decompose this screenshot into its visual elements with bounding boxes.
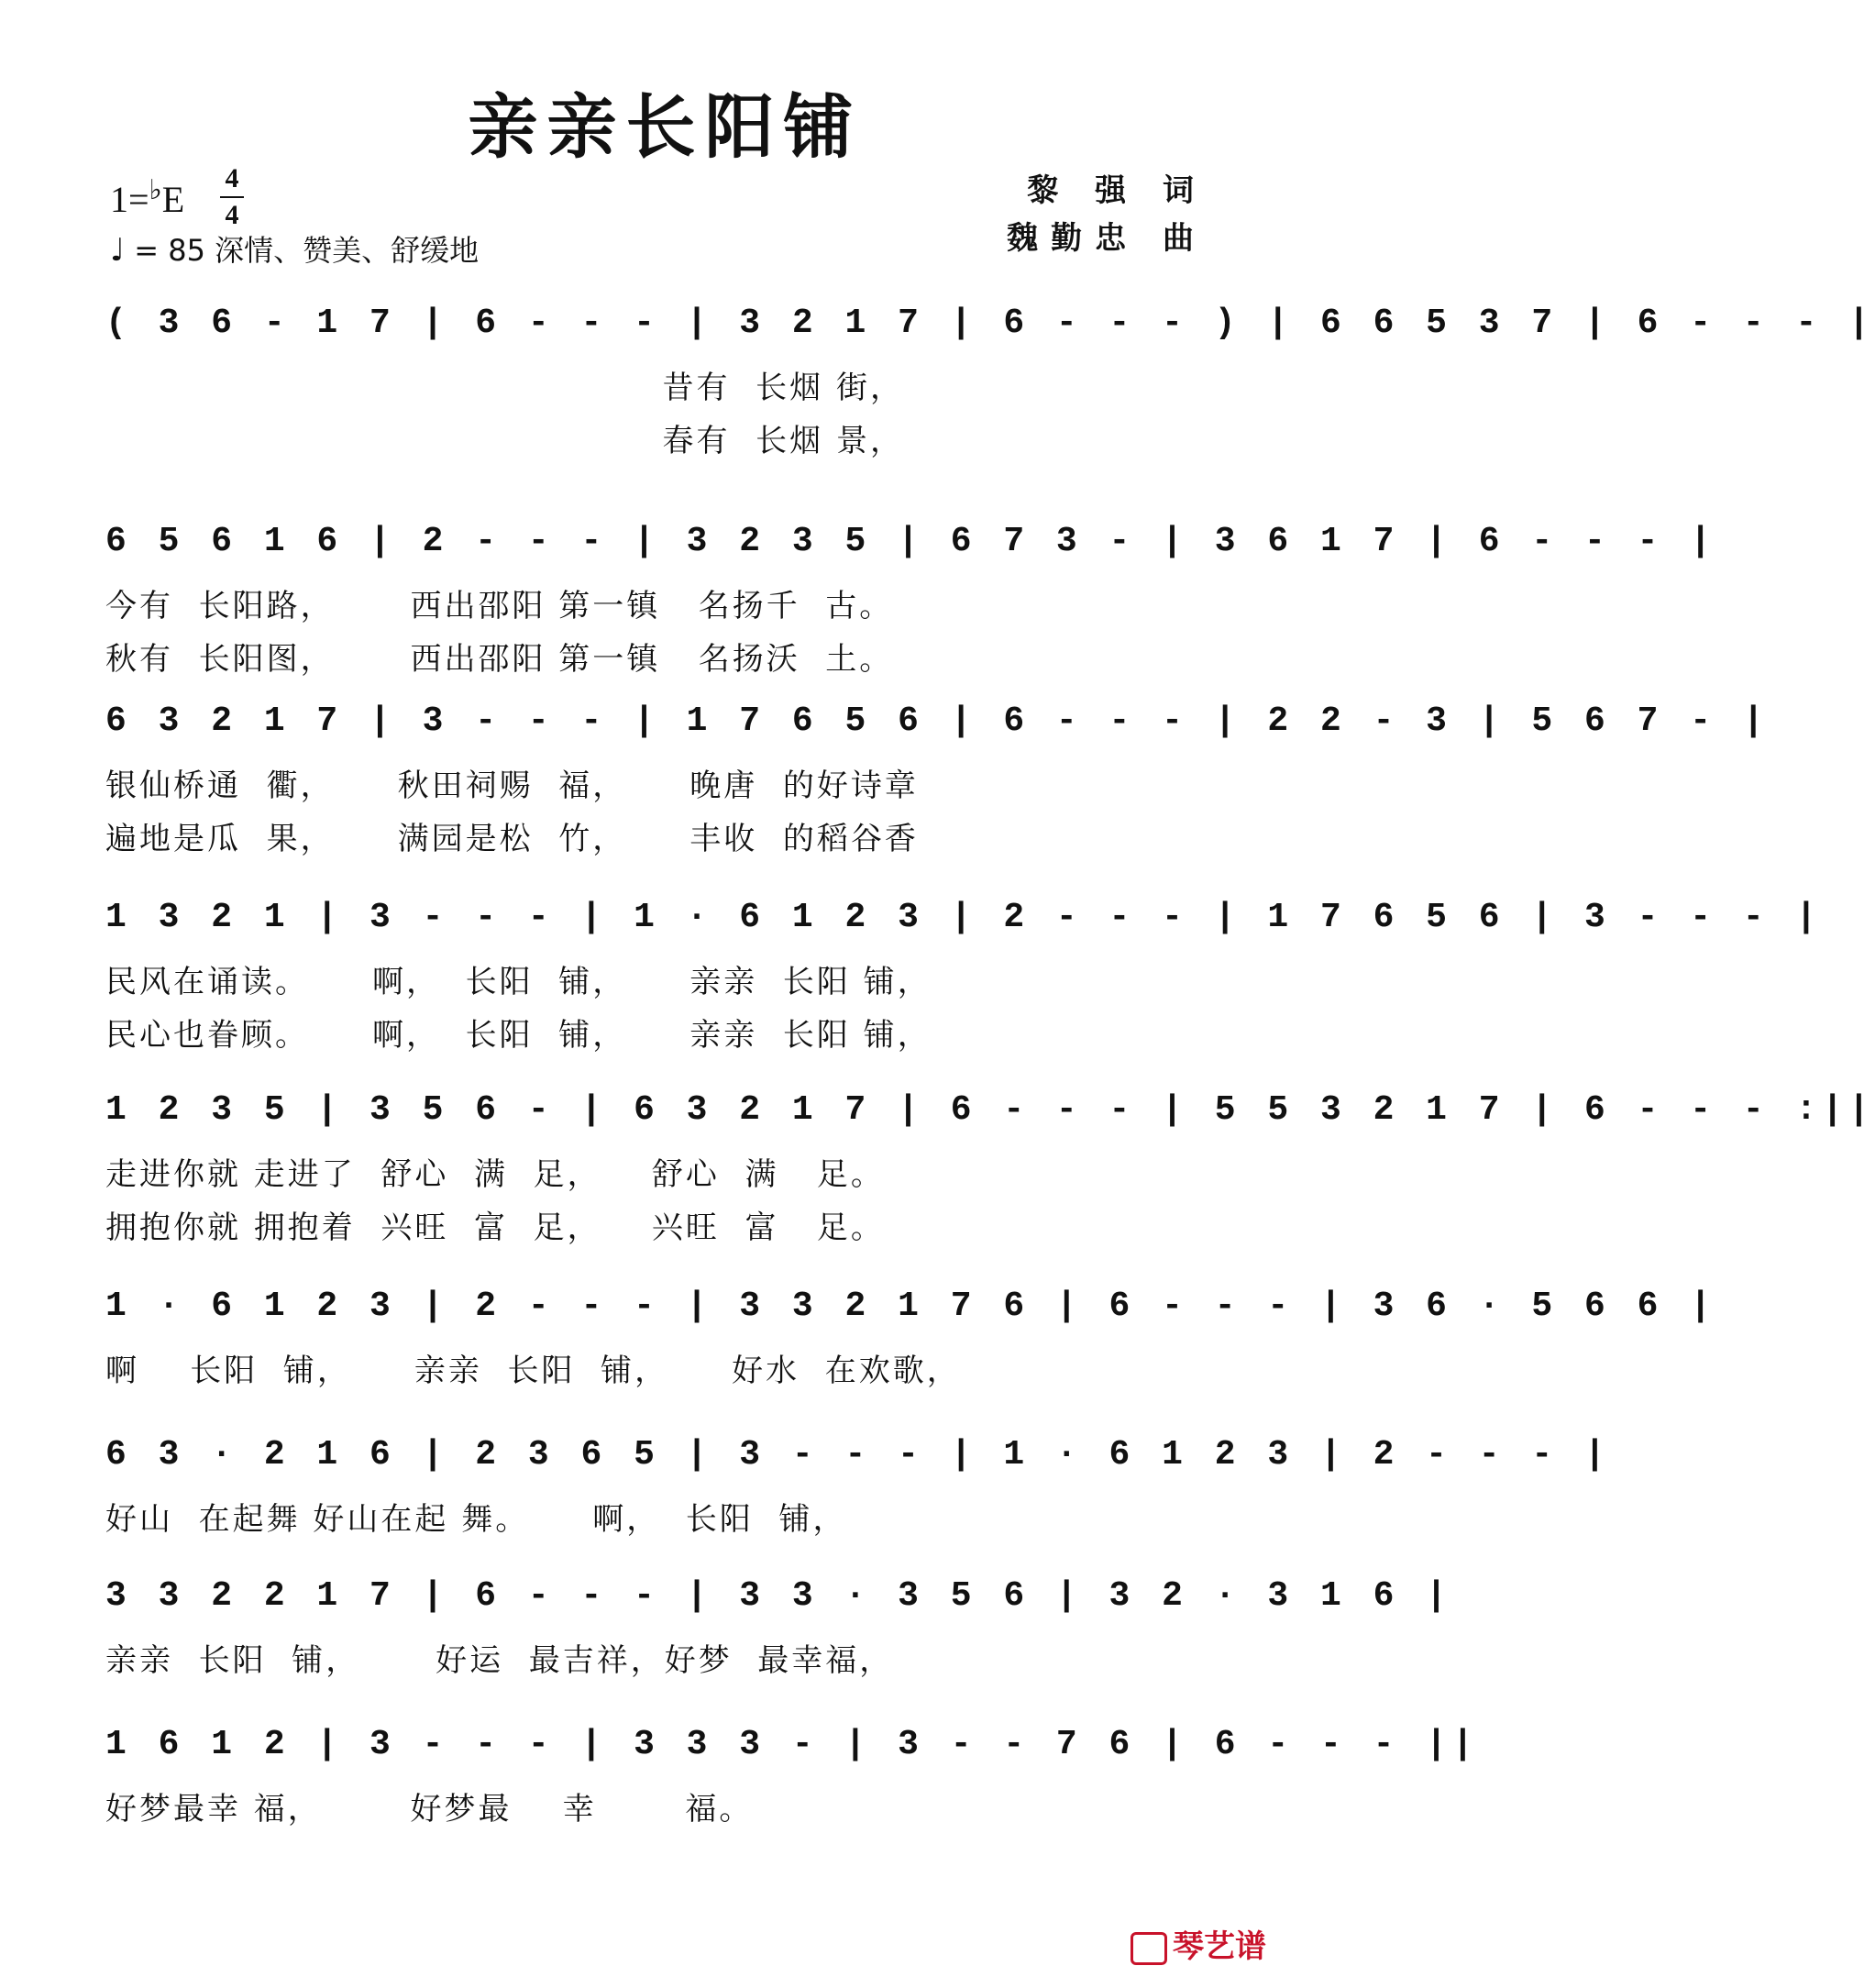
notation-line: 1 3 2 1 | 3 - - - | 1 · 6 1 2 3 | 2 - - - | 1 7 6 5 6 | 3 - - - |	[105, 898, 1823, 937]
notation-line: 1 6 1 2 | 3 - - - | 3 3 3 - | 3 - - 7 6 | 6 - - - ||	[105, 1725, 1479, 1764]
composer-credit: 魏勤忠 曲	[1007, 220, 1207, 257]
watermark-text: 琴艺谱	[1173, 1928, 1266, 1965]
key-prefix: 1=	[110, 179, 149, 220]
lyric-line: 民心也眷顾。 啊， 长阳 铺， 亲亲 长阳 铺，	[105, 1017, 932, 1054]
key-signature	[110, 175, 185, 221]
lyric-line: 拥抱你就 拥抱着 兴旺 富 足， 兴旺 富 足。	[105, 1209, 885, 1246]
flat-symbol: ♭	[149, 175, 162, 205]
notation-line: ( 3 6 - 1 7 | 6 - - - | 3 2 1 7 | 6 - - - ) | 6 6 5 3 7 | 6 - - - |	[105, 304, 1875, 343]
lyric-line: 好山 在起舞 好山在起 舞。 啊， 长阳 铺，	[105, 1501, 847, 1538]
lyric-line: 春有 长烟 景，	[105, 423, 904, 459]
notation-line: 3 3 2 2 1 7 | 6 - - - | 3 3 · 3 5 6 | 3 2 · 3 1 6 |	[105, 1576, 1452, 1616]
lyric-line: 啊 长阳 铺， 亲亲 长阳 铺， 好水 在欢歌，	[105, 1353, 961, 1389]
lyric-line: 今有 长阳路， 西出邵阳 第一镇 名扬千 古。	[105, 588, 894, 624]
page-title: 亲亲长阳铺	[468, 86, 863, 168]
tempo-expression: 深情、赞美、舒缓地	[215, 233, 480, 268]
lyric-line: 秋有 长阳图， 西出邵阳 第一镇 名扬沃 土。	[105, 641, 894, 678]
notation-line: 6 5 6 1 6 | 2 - - - | 3 2 3 5 | 6 7 3 - | 3 6 1 7 | 6 - - - |	[105, 522, 1717, 561]
notation-line: 1 2 3 5 | 3 5 6 - | 6 3 2 1 7 | 6 - - - | 5 5 3 2 1 7 | 6 - - - :||	[105, 1090, 1875, 1130]
watermark	[1131, 1921, 1266, 1966]
key-letter: E	[161, 179, 185, 220]
lyric-line: 遍地是瓜 果， 满园是松 竹， 丰收 的稻谷香	[105, 821, 919, 857]
notation-line: 6 3 2 1 7 | 3 - - - | 1 7 6 5 6 | 6 - - - | 2 2 - 3 | 5 6 7 - |	[105, 701, 1770, 741]
lyric-line: 好梦最幸 福， 好梦最 幸 福。	[105, 1791, 754, 1828]
tempo-value: = 85	[134, 233, 205, 268]
time-signature	[220, 165, 244, 229]
lyricist-credit: 黎 强 词	[1027, 172, 1207, 209]
notation-line: 6 3 · 2 1 6 | 2 3 6 5 | 3 - - - | 1 · 6 1 2 3 | 2 - - - |	[105, 1435, 1611, 1474]
time-divider	[220, 196, 244, 198]
quarter-note-icon: ♩	[110, 232, 126, 269]
time-top: 4	[225, 163, 239, 193]
lyric-line: 民风在诵读。 啊， 长阳 铺， 亲亲 长阳 铺，	[105, 964, 932, 1000]
lyric-line: 走进你就 走进了 舒心 满 足， 舒心 满 足。	[105, 1156, 885, 1193]
logo-icon	[1131, 1932, 1167, 1965]
lyric-line: 昔有 长烟 街，	[105, 370, 904, 406]
time-bottom: 4	[225, 200, 239, 230]
lyric-line: 银仙桥通 衢， 秋田祠赐 福， 晚唐 的好诗章	[105, 768, 919, 804]
lyric-line: 亲亲 长阳 铺， 好运 最吉祥，好梦 最幸福，	[105, 1642, 894, 1679]
notation-line: 1 · 6 1 2 3 | 2 - - - | 3 3 2 1 7 6 | 6 - - - | 3 6 · 5 6 6 |	[105, 1287, 1717, 1326]
tempo-marking	[110, 227, 479, 270]
